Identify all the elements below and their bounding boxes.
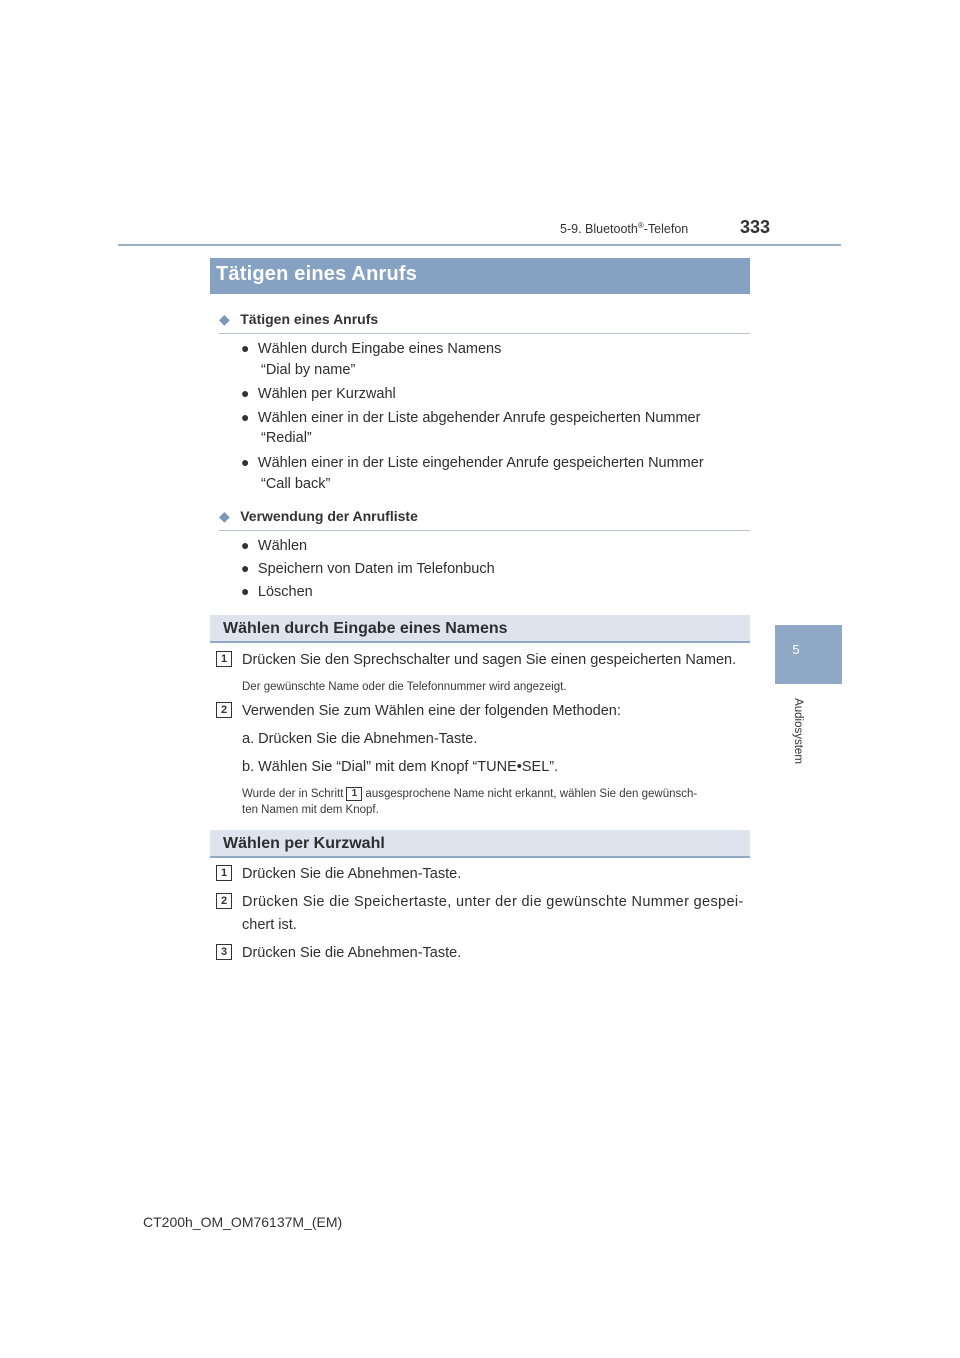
- running-header: [560, 221, 688, 236]
- list-item-text: Löschen: [257, 584, 313, 600]
- bullet-icon: ●: [241, 340, 250, 356]
- section-heading-2: Wählen per Kurzwahl: [223, 835, 385, 852]
- step-text: Verwenden Sie zum Wählen eine der folgenden Methoden:: [242, 703, 621, 719]
- bullet-icon: ●: [241, 454, 250, 470]
- page-number: 333: [740, 217, 771, 237]
- step-number: 3: [216, 944, 232, 960]
- step-note: [242, 787, 697, 801]
- section-heading-1: Wählen durch Eingabe eines Namens: [223, 620, 508, 637]
- list-item: [241, 537, 307, 555]
- sub-heading-1-rule: [219, 333, 750, 334]
- section-prefix: 5-9. Bluetooth: [560, 222, 638, 237]
- step-number: 2: [216, 893, 232, 909]
- list-item-text: Wählen per Kurzwahl: [257, 386, 396, 402]
- chapter-tab-label: Audiosystem: [792, 698, 804, 764]
- bullet-icon: ●: [241, 537, 250, 553]
- list-item-subtext: “Dial by name”: [261, 362, 356, 378]
- page-title: Tätigen eines Anrufs: [216, 263, 418, 285]
- step-text: Drücken Sie die Abnehmen-Taste.: [242, 866, 462, 882]
- step-option-a: a. Drücken Sie die Abnehmen-Taste.: [242, 731, 478, 747]
- step-text: Drücken Sie den Sprechschalter und sagen Sie einen gespeicherten Namen.: [242, 652, 737, 668]
- list-item: [241, 409, 700, 427]
- bullet-icon: ●: [241, 385, 250, 401]
- step-number: 2: [216, 702, 232, 718]
- bullet-icon: ●: [241, 560, 250, 576]
- document-code: CT200h_OM_OM76137M_(EM): [143, 1214, 343, 1230]
- list-item: [241, 454, 704, 472]
- header-rule: [118, 244, 841, 246]
- step-number: 1: [216, 651, 232, 667]
- diamond-icon: ◆: [219, 311, 230, 327]
- step-number: 1: [216, 865, 232, 881]
- list-item-text: Wählen: [257, 538, 308, 554]
- step-text-continued: chert ist.: [242, 917, 297, 933]
- sub-heading-1-text: Tätigen eines Anrufs: [240, 311, 379, 327]
- step-text: Drücken Sie die Speichertaste, unter der die gewünschte Nummer gespei-: [242, 894, 744, 910]
- list-item: [241, 385, 396, 403]
- bullet-icon: ●: [241, 583, 250, 599]
- note-text: ausgesprochene Name nicht erkannt, wählen Sie den gewünsch-: [365, 788, 698, 801]
- sub-heading-2-text: Verwendung der Anrufliste: [240, 508, 418, 524]
- list-item-text: Wählen einer in der Liste abgehender Anrufe gespeicherten Nummer: [257, 410, 701, 426]
- section-suffix: -Telefon: [643, 222, 689, 237]
- list-item-text: Wählen durch Eingabe eines Namens: [257, 341, 502, 357]
- step-reference: 1: [346, 787, 362, 801]
- bullet-icon: ●: [241, 409, 250, 425]
- diamond-icon: ◆: [219, 508, 230, 524]
- list-item: [241, 583, 313, 601]
- step-text: Drücken Sie die Abnehmen-Taste.: [242, 945, 462, 961]
- step-note: Der gewünschte Name oder die Telefonnummer wird angezeigt.: [242, 681, 567, 693]
- sub-heading-1: [219, 311, 378, 329]
- list-item-text: Speichern von Daten im Telefonbuch: [257, 561, 495, 577]
- step-note-continued: ten Namen mit dem Knopf.: [242, 804, 379, 816]
- sub-heading-2: [219, 508, 418, 526]
- chapter-tab-number: 5: [792, 642, 800, 657]
- sub-heading-2-rule: [219, 530, 750, 531]
- list-item-subtext: “Redial”: [261, 430, 312, 446]
- list-item-text: Wählen einer in der Liste eingehender Anrufe gespeicherten Nummer: [257, 455, 704, 471]
- note-text: Wurde der in Schritt: [242, 788, 344, 801]
- list-item-subtext: “Call back”: [261, 476, 331, 492]
- registered-mark: ®: [637, 221, 644, 230]
- list-item: [241, 340, 501, 358]
- step-option-b: b. Wählen Sie “Dial” mit dem Knopf “TUNE•SEL”.: [242, 759, 559, 775]
- list-item: [241, 560, 495, 578]
